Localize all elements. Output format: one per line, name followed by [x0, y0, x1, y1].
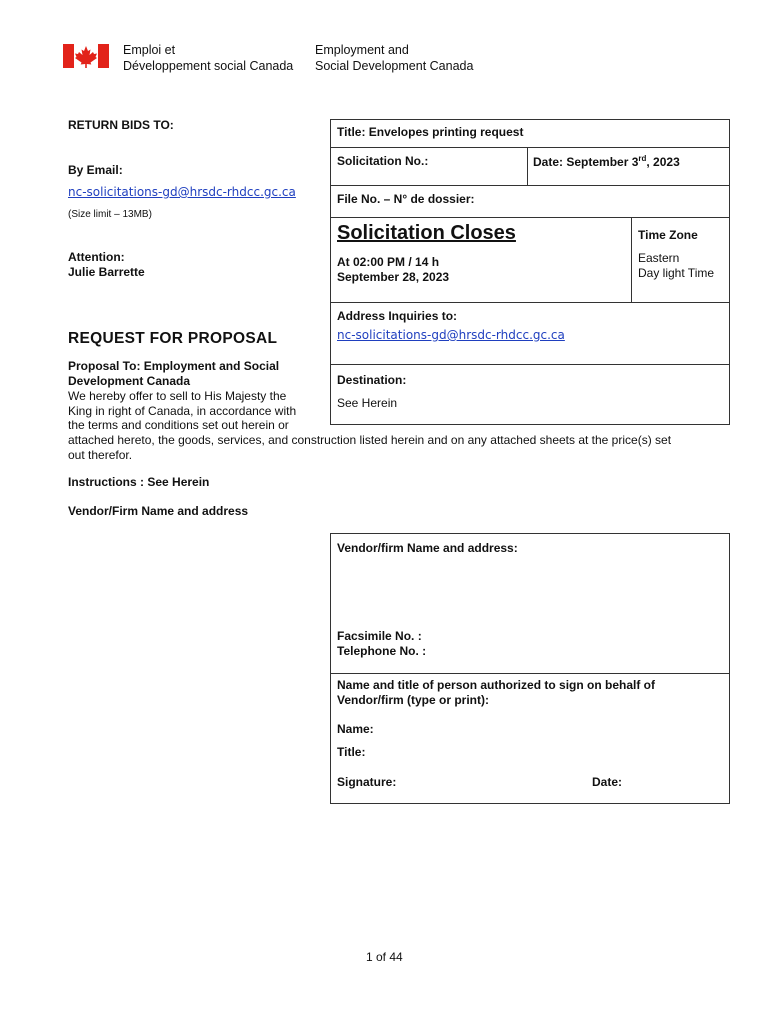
department-fr-line2: Développement social Canada	[123, 59, 294, 73]
department-en-line1: Employment and	[315, 43, 409, 57]
name-label: Name:	[337, 722, 374, 736]
destination-value: See Herein	[337, 396, 398, 410]
vendor-name-address-label: Vendor/firm Name and address:	[337, 541, 518, 555]
facsimile-label: Facsimile No. :	[337, 629, 422, 643]
attention-label: Attention:	[68, 250, 125, 264]
rfp-heading: REQUEST FOR PROPOSAL	[68, 330, 278, 347]
body-line1: We hereby offer to sell to His Majesty the	[68, 389, 287, 403]
return-email-link[interactable]: nc-solicitations-gd@hrsdc-rhdcc.gc.ca	[68, 185, 296, 199]
size-limit-note: (Size limit – 13MB)	[68, 209, 152, 220]
department-en-line2: Social Development Canada	[315, 59, 474, 73]
solicitation-no-field: Solicitation No.:	[337, 154, 429, 168]
proposal-to-line1: Proposal To: Employment and Social	[68, 359, 280, 373]
telephone-label: Telephone No. :	[337, 644, 427, 658]
time-zone-line2: Day light Time	[638, 266, 715, 280]
proposal-to-line2: Development Canada	[68, 374, 191, 388]
title-field: Title: Envelopes printing request	[337, 125, 524, 139]
body-line4: attached hereto, the goods, services, and construction listed herein and on any attached sheets at the price(s) set	[68, 433, 672, 447]
body-line5: out therefor.	[68, 448, 133, 462]
date-suffix: , 2023	[646, 155, 680, 169]
inquiries-email-link[interactable]: nc-solicitations-gd@hrsdc-rhdcc.gc.ca	[337, 328, 565, 342]
solicitation-closes-heading: Solicitation Closes	[337, 222, 516, 244]
vendor-heading: Vendor/Firm Name and address	[68, 504, 249, 518]
body-line3: the terms and conditions set out herein or	[68, 418, 289, 432]
attention-name: Julie Barrette	[68, 265, 145, 279]
date-label: Date:	[592, 775, 623, 789]
by-email-label: By Email:	[68, 163, 123, 177]
department-name-en	[315, 42, 473, 74]
page-number: 1 of 44	[366, 950, 403, 964]
destination-label: Destination:	[337, 373, 407, 387]
closes-time: At 02:00 PM / 14 h	[337, 255, 440, 269]
instructions-label: Instructions : See Herein	[68, 475, 210, 489]
canada-flag-icon	[63, 44, 109, 68]
signature-label: Signature:	[337, 775, 397, 789]
date-sup: rd	[638, 154, 647, 163]
department-name-fr	[123, 42, 293, 74]
address-inquiries-label: Address Inquiries to:	[337, 309, 458, 323]
closes-date: September 28, 2023	[337, 270, 450, 284]
authorized-person-line2: Vendor/firm (type or print):	[337, 693, 490, 707]
return-bids-label: RETURN BIDS TO:	[68, 118, 174, 132]
time-zone-line1: Eastern	[638, 251, 680, 265]
title-label: Title:	[337, 745, 366, 759]
authorized-person-line1: Name and title of person authorized to sign on behalf of	[337, 678, 656, 692]
date-field	[533, 154, 680, 169]
time-zone-label: Time Zone	[638, 228, 698, 242]
file-no-field: File No. – N° de dossier:	[337, 192, 475, 206]
vendor-info-box	[330, 533, 730, 804]
date-prefix: Date: September 3	[533, 155, 639, 169]
body-line2: King in right of Canada, in accordance with	[68, 404, 297, 418]
department-fr-line1: Emploi et	[123, 43, 176, 57]
